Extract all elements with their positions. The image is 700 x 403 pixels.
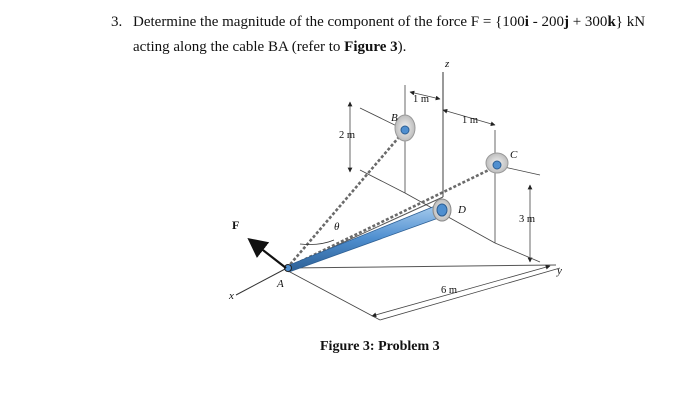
dimension-lines	[290, 85, 560, 320]
bracket-B	[395, 115, 415, 141]
axes	[236, 72, 556, 295]
cable-CA	[287, 166, 497, 268]
label-2m: 2 m	[339, 130, 356, 141]
problem-line-1: Determine the magnitude of the component of the force F = {100i - 200j + 300k} kN	[133, 14, 646, 30]
label-F: F	[232, 218, 240, 232]
theta-arc	[300, 240, 334, 245]
label-A: A	[277, 278, 284, 290]
label-C: C	[510, 149, 518, 161]
label-6m: 6 m	[441, 285, 458, 296]
cables	[287, 130, 497, 268]
figure-reference: Figure 3	[344, 39, 398, 55]
label-1m-top: 1 m	[413, 94, 430, 105]
y-axis	[287, 265, 556, 268]
label-theta: θ	[334, 221, 340, 233]
figure-caption: Figure 3: Problem 3	[320, 339, 440, 354]
label-B: B	[391, 112, 398, 124]
force-F-arrow	[250, 240, 286, 268]
bracket-C	[486, 153, 508, 173]
label-y: y	[557, 265, 562, 277]
problem-line-2: acting along the cable BA (refer to Figure 3).	[133, 39, 407, 55]
label-x: x	[229, 290, 234, 302]
label-3m: 3 m	[519, 214, 536, 225]
label-D: D	[458, 204, 466, 216]
label-1m-right: 1 m	[462, 115, 479, 126]
problem-number: 3.	[111, 14, 123, 30]
label-z: z	[445, 58, 450, 70]
pole-AD	[287, 199, 451, 272]
